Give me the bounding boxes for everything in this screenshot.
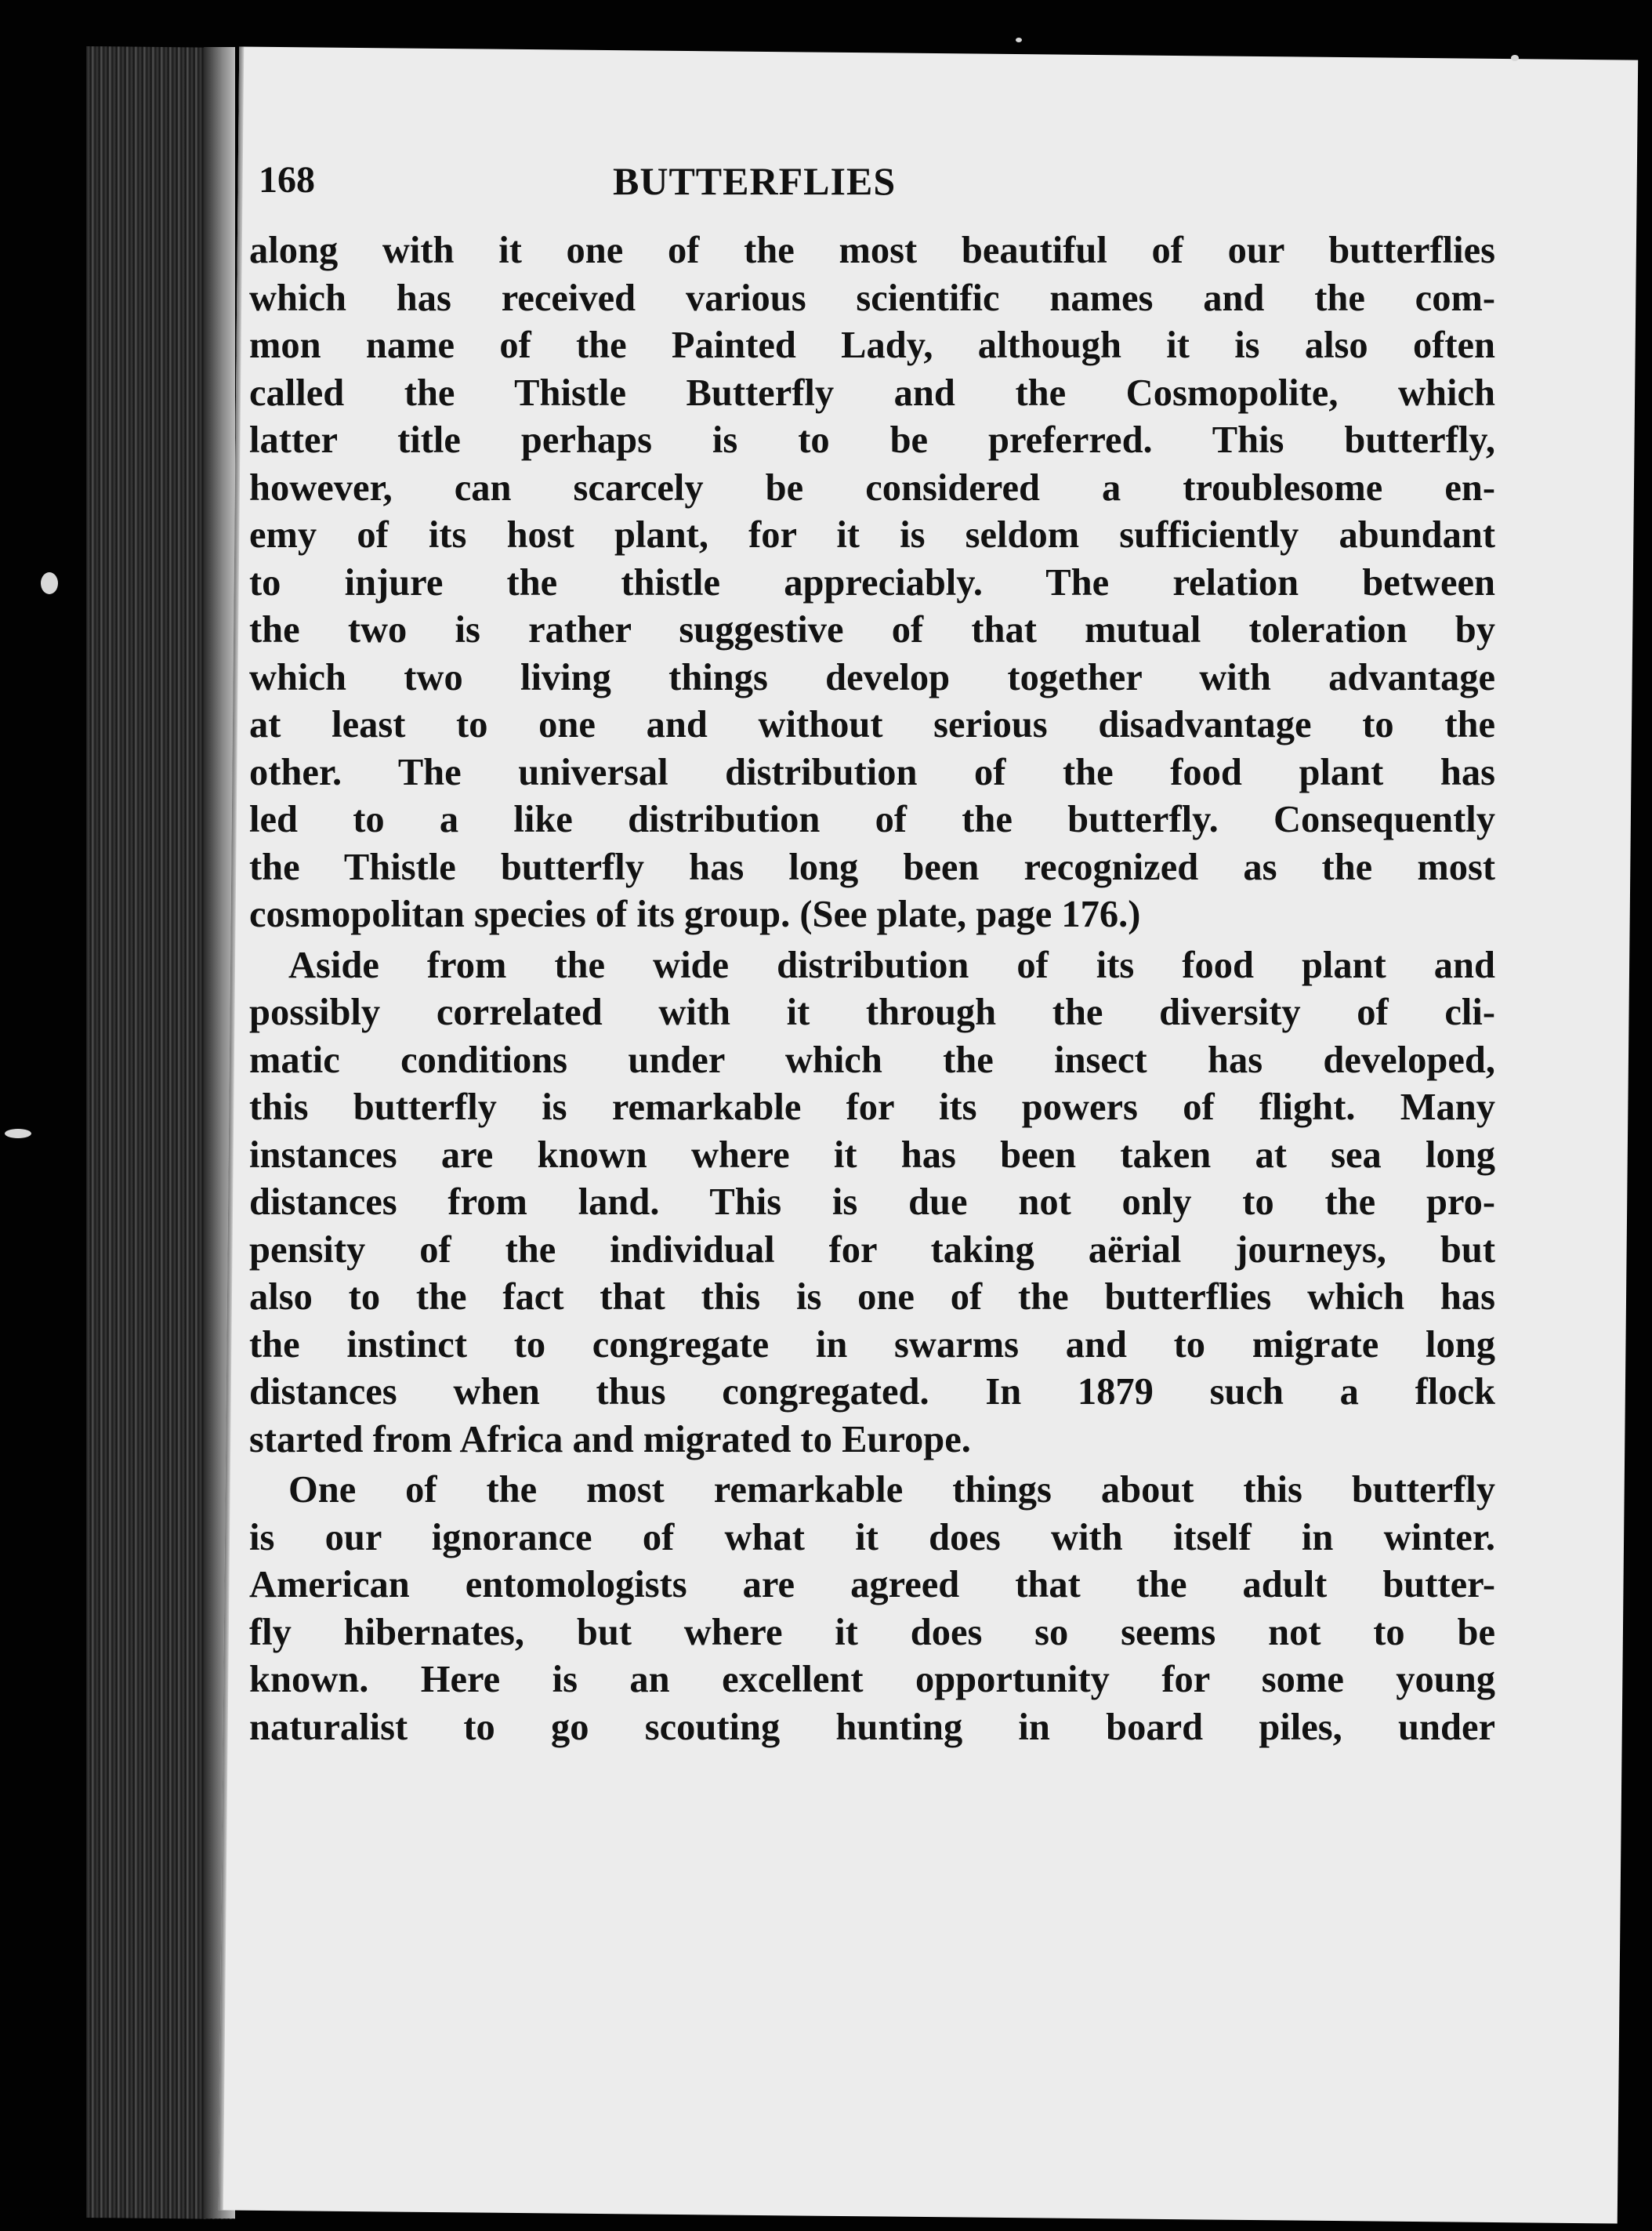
scan-speck xyxy=(5,1129,31,1138)
text-line: along with it one of the most beautiful of our butterflies xyxy=(249,230,1495,271)
text-line: distances from land. This is due not only to the pro- xyxy=(249,1181,1495,1223)
text-line: cosmopolitan species of its group. (See plate, page 176.) xyxy=(249,894,1141,935)
text-line: known. Here is an excellent opportunity for some young xyxy=(249,1659,1495,1700)
text-line: naturalist to go scouting hunting in board piles, under xyxy=(249,1706,1495,1748)
text-line: latter title perhaps is to be preferred. This butterfly, xyxy=(249,419,1495,461)
page-header xyxy=(259,158,1497,213)
text-line: possibly correlated with it through the diversity of cli- xyxy=(249,992,1495,1033)
text-line: American entomologists are agreed that the adult butter- xyxy=(249,1564,1495,1605)
text-line: One of the most remarkable things about this butterfly xyxy=(288,1469,1495,1511)
text-line: the two is rather suggestive of that mutual toleration by xyxy=(249,609,1495,651)
running-title: BUTTERFLIES xyxy=(613,159,897,203)
text-line: fly hibernates, but where it does so seems not to be xyxy=(249,1611,1495,1653)
text-line: mon name of the Painted Lady, although it is also often xyxy=(249,325,1495,366)
text-line: also to the fact that this is one of the butterflies which has xyxy=(249,1276,1495,1318)
text-line: is our ignorance of what it does with itself in winter. xyxy=(249,1516,1495,1558)
text-line: emy of its host plant, for it is seldom sufficiently abundant xyxy=(249,514,1495,556)
text-line: started from Africa and migrated to Europe. xyxy=(249,1418,971,1460)
text-line: led to a like distribution of the butterfly. Consequently xyxy=(249,799,1495,840)
text-line: the Thistle butterfly has long been recognized as the most xyxy=(249,846,1495,888)
text-line: this butterfly is remarkable for its powers of flight. Many xyxy=(249,1086,1495,1128)
text-line: instances are known where it has been taken at sea long xyxy=(249,1134,1495,1176)
text-line: matic conditions under which the insect has developed, xyxy=(249,1039,1495,1081)
text-line: however, can scarcely be considered a troublesome en- xyxy=(249,466,1495,509)
text-line: other. The universal distribution of the food plant has xyxy=(249,751,1495,793)
text-line: at least to one and without serious disadvantage to the xyxy=(249,704,1495,745)
text-line: the instinct to congregate in swarms and to migrate long xyxy=(249,1323,1495,1366)
page-number: 168 xyxy=(259,159,315,201)
text-line: distances when thus congregated. In 1879 such a flock xyxy=(249,1371,1495,1413)
body-text xyxy=(249,227,1495,1751)
text-line: Aside from the wide distribution of its food plant and xyxy=(288,944,1495,986)
text-line: pensity of the individual for taking aërial journeys, but xyxy=(249,1228,1495,1271)
scan-speck xyxy=(41,572,58,594)
text-line: which has received various scientific names and the com- xyxy=(249,277,1495,319)
text-line: called the Thistle Butterfly and the Cosmopolite, which xyxy=(249,372,1495,414)
text-line: to injure the thistle appreciably. The relation between xyxy=(249,561,1495,604)
text-line: which two living things develop together with advantage xyxy=(249,656,1495,698)
scan-speck xyxy=(1016,38,1022,42)
scan-speck xyxy=(1511,55,1519,61)
